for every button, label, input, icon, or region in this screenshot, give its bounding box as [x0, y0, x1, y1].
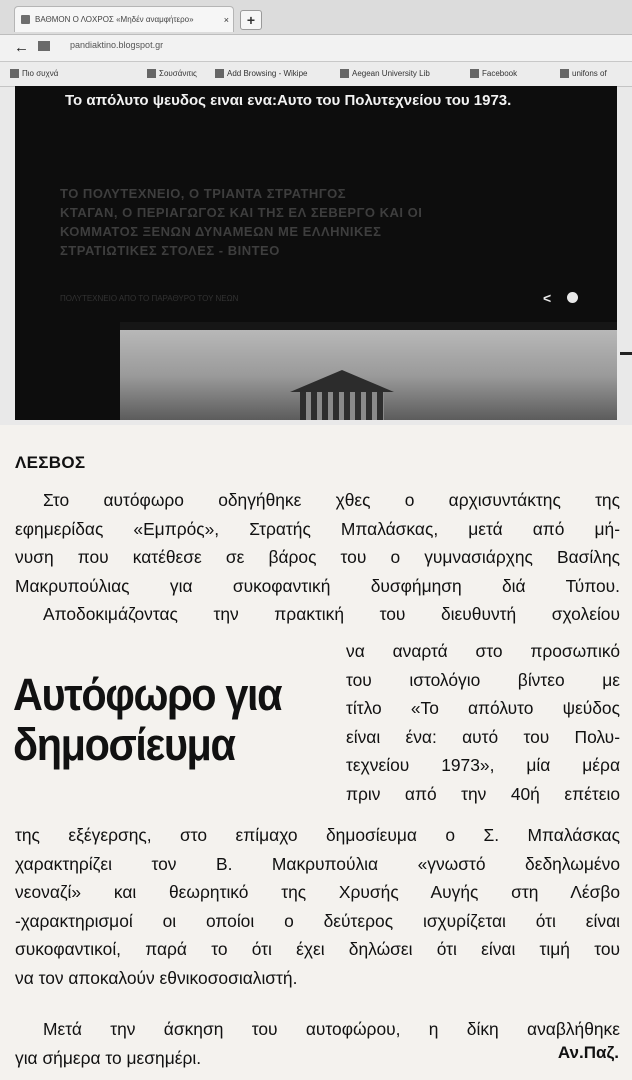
headline-line: Αυτόφωρο για [13, 669, 282, 720]
text-line: χαρακτηρίζει τον Β. Μακρυπούλια «γνωστό δεδηλωμένο [15, 853, 620, 874]
new-tab-button[interactable]: + [240, 10, 262, 30]
overlay-line: ΤΟ ΠΟΛΥΤΕΧΝΕΙΟ, Ο ΤΡΙΑΝΤΑ ΣΤΡΑΤΗΓΟΣ [60, 186, 347, 201]
text-line: του ιστολόγιο βίντεο με [346, 669, 620, 690]
video-title: Το απόλυτο ψευδος ειναι ενα:Αυτο του Πολυτεχνείου του 1973. [65, 92, 512, 109]
address-bar[interactable]: pandiaktino.blogspot.gr [70, 40, 164, 50]
bookmark-label: Facebook [482, 69, 518, 78]
share-icon[interactable]: < [543, 290, 552, 306]
bookmark-label: Aegean University Lib [352, 69, 430, 78]
overlay-line: ΚΟΜΜΑΤΟΣ ΞΕΝΩΝ ΔΥΝΑΜΕΩΝ ΜΕ ΕΛΛΗΝΙΚΕΣ [60, 224, 382, 239]
text-line: Μακρυπούλιας για συκοφαντική δυσφήμηση διά Τύπου. [15, 575, 620, 596]
video-subtitle: ΠΟΛΥΤΕΧΝΕΙΟ ΑΠΟ ΤΟ ΠΑΡΑΘΥΡΟ ΤΟΥ ΝΕΩΝ [60, 294, 239, 303]
text-line: είναι ένα: αυτό του Πολυ- [346, 726, 620, 747]
text-line: πριν από την 40ή επέτειο [346, 783, 620, 804]
bookmark-label: Πιο συχνά [22, 69, 59, 78]
text-line: νεοναζί» και θεωρητικό της Χρυσής Αυγής στη Λέσβο [15, 882, 620, 903]
bookmark-label: Add Browsing - Wikipe [227, 69, 308, 78]
text-line: εφημερίδας «Εμπρός», Στρατής Μπαλάσκας, μετά από μή- [15, 518, 620, 539]
paragraph-continued [15, 821, 620, 993]
headline [13, 670, 317, 770]
tab-title: ΒΑΘΜΟΝ Ο ΛΟΧΡΟΣ «Μηδέν αναμφήτερο» [35, 15, 194, 24]
close-tab-icon[interactable]: × [223, 15, 229, 25]
text-line: τεχνείου 1973», μία μέρα [346, 755, 620, 776]
text-line: -χαρακτηρισμοί οι οποίοι ο δεύτερος ισχυρίζεται ότι είναι [15, 910, 620, 931]
bookmark-label: unifons of [572, 69, 607, 78]
text-line: νυση που κατέθεσε σε βάρος του ο γυμνασιάρχης Βασίλης [15, 547, 620, 568]
paragraph-intro [15, 486, 620, 629]
overlay-line: ΚΤΑΓΑΝ, Ο ΠΕΡΙΑΓΩΓΟΣ ΚΑΙ ΤΗΣ ΕΛ ΣΕΒΕΡΓΟ ΚΑΙ ΟΙ [60, 205, 423, 220]
headline-line: δημοσίευμα [13, 719, 235, 770]
text-line: να τον αποκαλούν εθνικοσοσιαλιστή. [15, 967, 298, 988]
text-line: της εξέγερσης, στο επίμαχο δημοσίευμα ο Σ. Μπαλάσκας [15, 825, 620, 845]
text-line: να αναρτά στο προσωπικό [346, 641, 620, 661]
text-line: τίτλο «Το απόλυτο ψεύδος [346, 698, 620, 719]
text-line: Στο αυτόφωρο οδηγήθηκε χθες ο αρχισυντάκτης της [43, 490, 620, 510]
back-arrow-icon[interactable]: ← [14, 39, 29, 56]
text-line: για σήμερα το μεσημέρι. [15, 1047, 202, 1068]
overlay-line: ΣΤΡΑΤΙΩΤΙΚΕΣ ΣΤΟΛΕΣ - ΒΙΝΤΕΟ [60, 243, 280, 258]
text-line: Αποδοκιμάζοντας την πρακτική του διευθυντή σχολείου [43, 604, 620, 625]
text-line: συκοφαντικοί, παρά το ότι έχει δηλώσει ότι είναι τιμή του [15, 939, 620, 960]
byline: Αν.Παζ. [557, 1043, 619, 1062]
paragraph-column [346, 637, 620, 809]
section-label: ΛΕΣΒΟΣ [15, 453, 86, 472]
text-line: Μετά την άσκηση του αυτοφώρου, η δίκη αναβλήθηκε [43, 1019, 620, 1039]
paragraph-final [15, 1015, 620, 1072]
bookmark-label: Σουσάνιτις [159, 69, 197, 78]
